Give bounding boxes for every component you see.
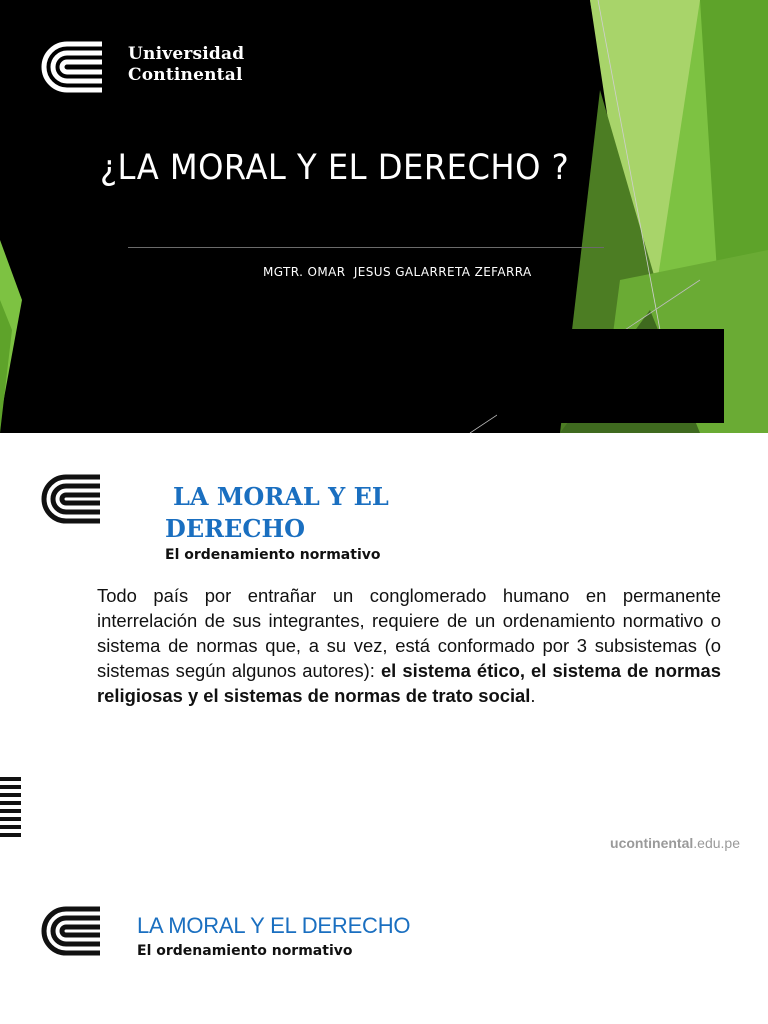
slide-title: ¿LA MORAL Y EL DERECHO ?	[100, 148, 570, 188]
section-title	[165, 481, 445, 545]
section-title-line1: LA MORAL Y EL	[173, 482, 389, 511]
website-domain: .edu.pe	[693, 835, 740, 851]
website-brand: ucontinental	[610, 835, 694, 851]
university-name-line2: Continental	[128, 65, 243, 85]
body-end: .	[530, 685, 536, 706]
title-slide	[0, 0, 768, 433]
section-title: LA MORAL Y EL DERECHO	[137, 913, 411, 938]
section-subtitle: El ordenamiento normativo	[137, 943, 353, 959]
continental-logo-icon	[40, 473, 112, 525]
continental-logo-icon	[40, 905, 112, 957]
continental-logo-icon	[40, 40, 114, 94]
content-slide	[0, 433, 768, 863]
website-footer	[610, 835, 740, 851]
black-box	[497, 329, 724, 423]
body-bold-text: el sistema ético, el sistema de normas religiosas y el sistemas de normas de trato social	[97, 660, 721, 706]
content-slide-2	[0, 863, 768, 1024]
title-divider	[128, 247, 604, 248]
body-text: Todo país por entrañar un conglomerado humano en permanente interrelación de sus integrantes, requiere de un ordenamiento normativo o sistema de normas que, a su vez, está conformado por 3 subsistemas (o sistemas según algunos autores):	[97, 585, 721, 681]
section-subtitle: El ordenamiento normativo	[165, 547, 381, 563]
university-name	[128, 44, 244, 86]
university-name-line1: Universidad	[128, 44, 245, 64]
section-title-line2: DERECHO	[165, 514, 306, 543]
body-paragraph	[97, 583, 721, 708]
author-name: MGTR. OMAR JESUS GALARRETA ZEFARRA	[263, 265, 532, 279]
